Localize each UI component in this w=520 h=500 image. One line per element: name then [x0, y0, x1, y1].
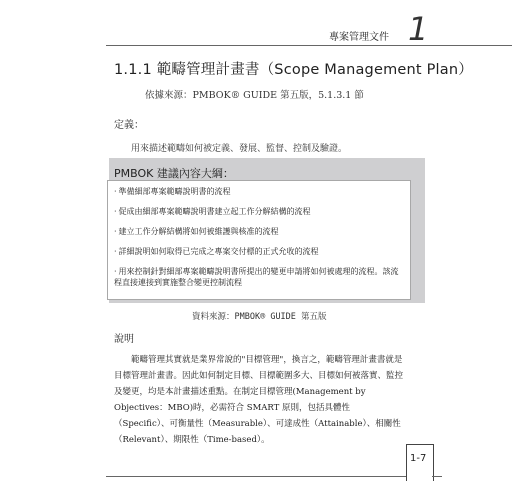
definition-text: 用來描述範疇如何被定義、發展、監督、控制及驗證。 — [131, 144, 348, 154]
chapter-number: 1 — [408, 10, 429, 48]
outline-item: ‧ 建立工作分解結構將如何被維護與核准的流程 — [114, 227, 279, 236]
outline-item: ‧ 詳細說明如何取得已完成之專案交付標的正式允收的流程 — [114, 247, 319, 256]
bullet-icon: ‧ — [114, 207, 117, 216]
source-reference: 依據來源：PMBOK® GUIDE 第五版，5.1.3.1 節 — [145, 90, 364, 101]
outline-panel-title: PMBOK 建議內容大綱： — [114, 167, 234, 180]
definition-heading: 定義： — [114, 120, 144, 131]
running-header: 專案管理文件 — [329, 32, 389, 43]
bullet-icon: ‧ — [114, 247, 117, 256]
outline-item: ‧ 準備細部專案範疇說明書的流程 — [114, 187, 231, 196]
outline-item: ‧ 用來控制針對細部專案範疇說明書所提出的變更申請將如何被處理的流程。該流程直接連接到實施整合變更控制流程 — [114, 267, 399, 287]
footer-rule-tail — [432, 476, 442, 477]
page-number: 1-7 — [410, 453, 427, 464]
footer-rule — [106, 476, 406, 477]
bullet-icon: ‧ — [114, 267, 117, 276]
figure-caption: 資料來源：PMBOK® GUIDE 第五版 — [192, 312, 327, 322]
section-title: 1.1.1 範疇管理計畫書（Scope Management Plan） — [114, 62, 473, 78]
outline-item: ‧ 促成由細部專案範疇說明書建立起工作分解結構的流程 — [114, 207, 311, 216]
outline-list — [114, 186, 406, 288]
bullet-icon: ‧ — [114, 227, 117, 236]
explanation-heading: 說明 — [114, 334, 134, 345]
bullet-icon: ‧ — [114, 187, 117, 196]
explanation-paragraph: 範疇管理其實就是業界常說的"目標管理"，換言之，範疇管理計畫書就是目標管理計畫書。因此如何制定目標、目標範圍多大、目標如何被落實、監控及變更，均是本計畫描述重點。在制定目標管理(Management by Objectives：MBO)時，必需符合 SMART 原則，包括具體性（Specific）、可衡量性（Measurable）、可達成性（Attainable）、相關性（Relevant）、期限性（Time-based）。 — [114, 355, 404, 445]
header-rule — [106, 45, 512, 46]
